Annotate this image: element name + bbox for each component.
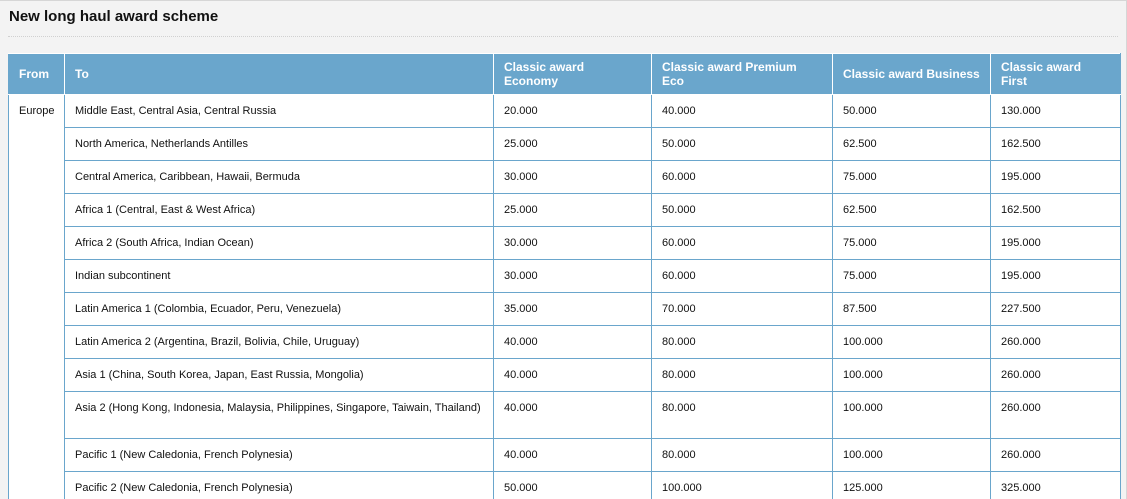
table-row — [9, 439, 1121, 472]
table-row — [9, 293, 1121, 326]
table-row — [9, 326, 1121, 359]
cell-premium-eco: 70.000 — [652, 293, 833, 326]
table-row — [9, 194, 1121, 227]
cell-economy: 40.000 — [494, 392, 652, 439]
cell-business: 100.000 — [833, 359, 991, 392]
cell-premium-eco: 40.000 — [652, 95, 833, 128]
cell-first: 227.500 — [991, 293, 1121, 326]
cell-first: 260.000 — [991, 439, 1121, 472]
cell-to: Latin America 1 (Colombia, Ecuador, Peru, Venezuela) — [65, 293, 494, 326]
cell-economy: 30.000 — [494, 161, 652, 194]
cell-first: 260.000 — [991, 326, 1121, 359]
cell-economy: 40.000 — [494, 359, 652, 392]
cell-economy: 25.000 — [494, 128, 652, 161]
header-to: To — [65, 54, 494, 95]
cell-economy: 30.000 — [494, 227, 652, 260]
cell-premium-eco: 80.000 — [652, 359, 833, 392]
cell-premium-eco: 80.000 — [652, 439, 833, 472]
award-table-head — [9, 54, 1121, 95]
cell-to: Pacific 1 (New Caledonia, French Polynesia) — [65, 439, 494, 472]
cell-business: 75.000 — [833, 260, 991, 293]
cell-business: 75.000 — [833, 227, 991, 260]
cell-to: Asia 1 (China, South Korea, Japan, East Russia, Mongolia) — [65, 359, 494, 392]
cell-economy: 20.000 — [494, 95, 652, 128]
table-row — [9, 260, 1121, 293]
cell-business: 100.000 — [833, 392, 991, 439]
cell-first: 260.000 — [991, 359, 1121, 392]
table-row — [9, 227, 1121, 260]
cell-business: 75.000 — [833, 161, 991, 194]
header-from: From — [9, 54, 65, 95]
cell-first: 130.000 — [991, 95, 1121, 128]
cell-premium-eco: 60.000 — [652, 227, 833, 260]
cell-premium-eco: 60.000 — [652, 260, 833, 293]
cell-business: 62.500 — [833, 128, 991, 161]
cell-to: Africa 2 (South Africa, Indian Ocean) — [65, 227, 494, 260]
cell-first: 195.000 — [991, 227, 1121, 260]
cell-business: 62.500 — [833, 194, 991, 227]
cell-premium-eco: 100.000 — [652, 472, 833, 499]
cell-first: 195.000 — [991, 260, 1121, 293]
cell-to: Asia 2 (Hong Kong, Indonesia, Malaysia, Philippines, Singapore, Taiwain, Thailand) — [65, 392, 494, 439]
award-table — [8, 53, 1121, 499]
cell-premium-eco: 80.000 — [652, 326, 833, 359]
cell-from: Europe — [9, 95, 65, 499]
header-premium-eco: Classic award Premium Eco — [652, 54, 833, 95]
cell-to: Latin America 2 (Argentina, Brazil, Bolivia, Chile, Uruguay) — [65, 326, 494, 359]
cell-to: Middle East, Central Asia, Central Russia — [65, 95, 494, 128]
cell-economy: 30.000 — [494, 260, 652, 293]
award-table-body — [9, 95, 1121, 499]
cell-economy: 40.000 — [494, 326, 652, 359]
title-divider — [8, 36, 1118, 37]
cell-business: 125.000 — [833, 472, 991, 499]
table-row — [9, 392, 1121, 439]
cell-first: 162.500 — [991, 128, 1121, 161]
cell-business: 50.000 — [833, 95, 991, 128]
header-row — [9, 54, 1121, 95]
cell-first: 260.000 — [991, 392, 1121, 439]
page-title: New long haul award scheme — [9, 8, 219, 25]
cell-economy: 40.000 — [494, 439, 652, 472]
header-first: Classic award First — [991, 54, 1121, 95]
cell-economy: 35.000 — [494, 293, 652, 326]
cell-to: North America, Netherlands Antilles — [65, 128, 494, 161]
table-row — [9, 95, 1121, 128]
table-row — [9, 359, 1121, 392]
cell-premium-eco: 50.000 — [652, 194, 833, 227]
header-business: Classic award Business — [833, 54, 991, 95]
cell-business: 87.500 — [833, 293, 991, 326]
cell-to: Africa 1 (Central, East & West Africa) — [65, 194, 494, 227]
cell-first: 195.000 — [991, 161, 1121, 194]
cell-economy: 50.000 — [494, 472, 652, 499]
cell-first: 162.500 — [991, 194, 1121, 227]
table-row — [9, 472, 1121, 499]
cell-premium-eco: 60.000 — [652, 161, 833, 194]
header-economy: Classic award Economy — [494, 54, 652, 95]
cell-to: Central America, Caribbean, Hawaii, Bermuda — [65, 161, 494, 194]
cell-premium-eco: 80.000 — [652, 392, 833, 439]
cell-business: 100.000 — [833, 326, 991, 359]
cell-premium-eco: 50.000 — [652, 128, 833, 161]
cell-business: 100.000 — [833, 439, 991, 472]
cell-economy: 25.000 — [494, 194, 652, 227]
cell-first: 325.000 — [991, 472, 1121, 499]
cell-to: Pacific 2 (New Caledonia, French Polynesia) — [65, 472, 494, 499]
cell-to: Indian subcontinent — [65, 260, 494, 293]
table-row — [9, 128, 1121, 161]
table-row — [9, 161, 1121, 194]
